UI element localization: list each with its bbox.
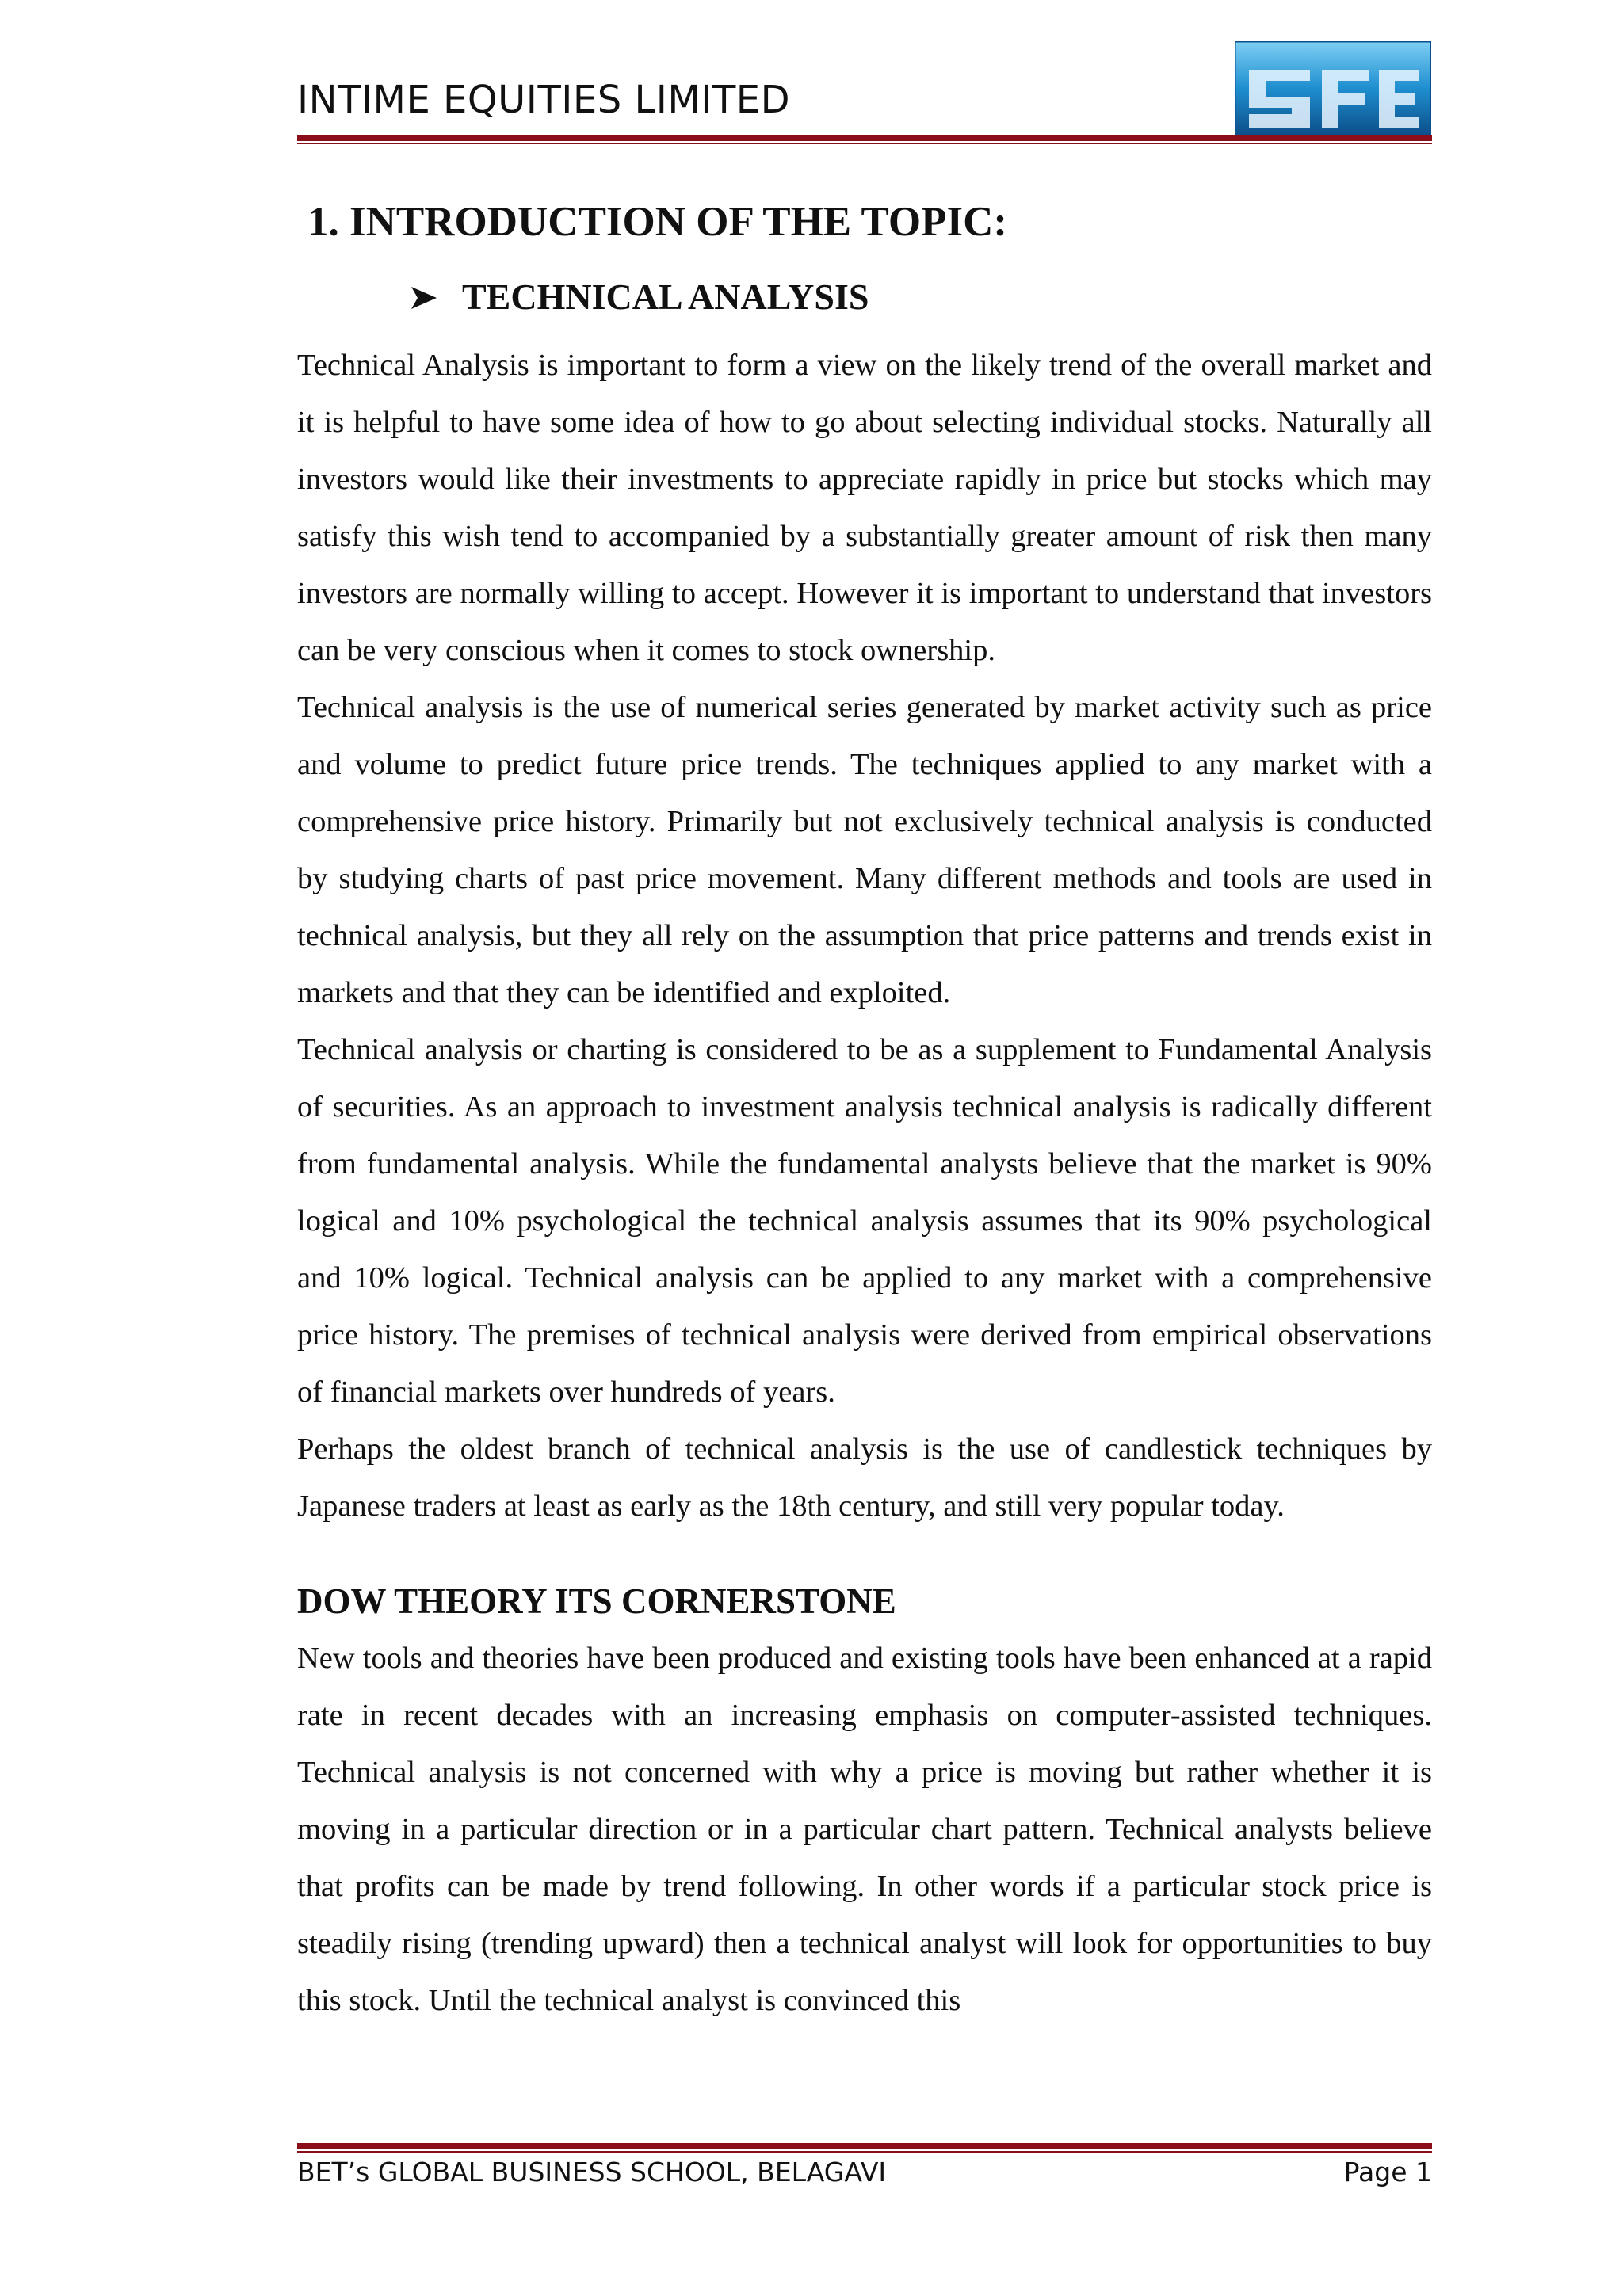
section-heading: 1. INTRODUCTION OF THE TOPIC: (307, 199, 1007, 245)
paragraph: Technical analysis or charting is considered to be as a supplement to Fundamental Analysis of securities. As an approach to investment analysis technical analysis is radically different from fundamental analysis. While the fundamental analysts believe that the market is 90% logical and 10% psychological the technical analysis assumes that its 90% psychological and 10% logical. Technical analysis can be applied to any market with a comprehensive price history. The premises of technical analysis were derived from empirical observations of financial markets over hundreds of years. (297, 1033, 1432, 1409)
header-rule (297, 135, 1432, 144)
paragraph: New tools and theories have been produced and existing tools have been enhanced at a rapid rate in recent decades with an increasing emphasis on computer-assisted techniques. Technical analysis is not concerned with why a price is moving but rather whether it is moving in a particular direction or in a particular chart pattern. Technical analysts believe that profits can be made by trend following. In other words if a particular stock price is steadily rising (trending upward) then a technical analyst will look for opportunities to buy this stock. Until the technical analyst is convinced this (297, 1642, 1432, 2017)
paragraph: Perhaps the oldest branch of technical analysis is the use of candlestick techniques by Japanese traders at least as early as the 18th century, and still very popular today. (297, 1432, 1432, 1523)
page-number: Page 1 (1343, 2157, 1432, 2187)
paragraph: Technical analysis is the use of numerical series generated by market activity such as price and volume to predict future price trends. The techniques applied to any market with a comprehensive price history. Primarily but not exclusively technical analysis is conducted by studying charts of past price movement. Many different methods and tools are used in technical analysis, but they all rely on the assumption that price patterns and trends exist in markets and that they can be identified and exploited. (297, 691, 1432, 1009)
body-text (297, 337, 1432, 2029)
footer-school: BET’s GLOBAL BUSINESS SCHOOL, BELAGAVI (297, 2157, 887, 2187)
subheading-text: TECHNICAL ANALYSIS (462, 277, 869, 317)
header-company-name: INTIME EQUITIES LIMITED (297, 78, 791, 122)
paragraph: Technical Analysis is important to form a view on the likely trend of the overall market and it is helpful to have some idea of how to go about selecting individual stocks. Naturally all investors would like their investments to appreciate rapidly in price but stocks which may satisfy this wish tend to accompanied by a substantially greater amount of risk then many investors are normally willing to accept. However it is important to understand that investors can be very conscious when it comes to stock ownership. (297, 349, 1432, 667)
iel-logo-icon (1235, 41, 1431, 135)
dow-theory-heading: DOW THEORY ITS CORNERSTONE (297, 1581, 896, 1621)
footer-rule (297, 2143, 1432, 2153)
section-subheading (408, 276, 869, 318)
arrow-bullet-icon (408, 285, 440, 311)
